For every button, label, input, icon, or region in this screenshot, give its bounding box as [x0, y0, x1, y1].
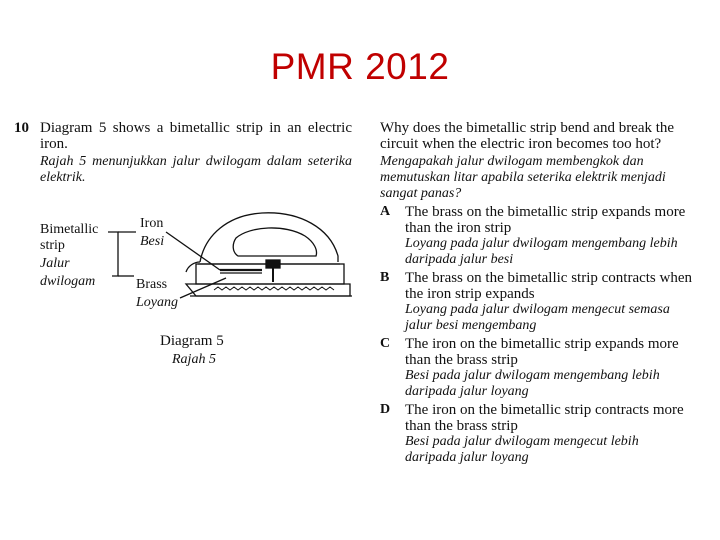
- question-text-malay: Mengapakah jalur dwilogam membengkok dan memutuskan litar apabila seterika elektrik menjadi sangat panas?: [380, 154, 666, 201]
- option-text-malay: Besi pada jalur dwilogam mengecut lebih daripada jalur loyang: [405, 434, 639, 465]
- option-text-malay: Loyang pada jalur dwilogam mengecut semasa jalur besi mengembang: [405, 302, 670, 333]
- option-text-english: The brass on the bimetallic strip contracts when the iron strip expands: [405, 270, 692, 302]
- iron-body-outline: [200, 213, 338, 262]
- label-jalur: Jalur: [40, 256, 70, 271]
- iron-handle-cutout: [233, 228, 316, 256]
- option-text-english: The brass on the bimetallic strip expands more than the iron strip: [405, 204, 686, 236]
- label-strip: strip: [40, 238, 65, 253]
- option-text-english: The iron on the bimetallic strip expands more than the brass strip: [405, 336, 679, 368]
- option-c[interactable]: [380, 336, 692, 400]
- option-a[interactable]: [380, 204, 692, 268]
- option-text-malay: Besi pada jalur dwilogam mengembang lebih daripada jalur loyang: [405, 368, 660, 399]
- option-b[interactable]: [380, 270, 692, 334]
- option-letter: D: [380, 402, 391, 417]
- option-d[interactable]: [380, 402, 692, 466]
- label-besi: Besi: [140, 234, 165, 249]
- diagram-caption-malay: Rajah 5: [172, 352, 216, 367]
- label-bimetallic: Bimetallic: [40, 222, 99, 237]
- stem-malay: Rajah 5 menunjukkan jalur dwilogam dalam seterika elektrik.: [40, 154, 352, 185]
- stem-english: Diagram 5 shows a bimetallic strip in an electric iron.: [40, 120, 352, 152]
- option-letter: A: [380, 204, 391, 219]
- label-iron: Iron: [140, 216, 164, 231]
- option-letter: C: [380, 336, 391, 351]
- option-text-malay: Loyang pada jalur dwilogam mengembang lebih daripada jalur besi: [405, 236, 678, 267]
- question-number: 10: [14, 120, 29, 136]
- heating-element: [214, 287, 334, 290]
- option-letter: B: [380, 270, 390, 285]
- label-dwilogam: dwilogam: [40, 274, 96, 289]
- question-text-english: Why does the bimetallic strip bend and break the circuit when the electric iron becomes too hot?: [380, 120, 675, 152]
- question-right-column: [380, 120, 692, 466]
- label-brass: Brass: [136, 277, 168, 292]
- label-loyang: Loyang: [136, 295, 178, 310]
- leader-bimetallic: [108, 232, 118, 276]
- diagram-caption: Diagram 5: [160, 333, 224, 349]
- option-text-english: The iron on the bimetallic strip contracts more than the brass strip: [405, 402, 684, 434]
- slide-title: PMR 2012: [270, 46, 450, 87]
- thermostat-knob: [266, 260, 280, 268]
